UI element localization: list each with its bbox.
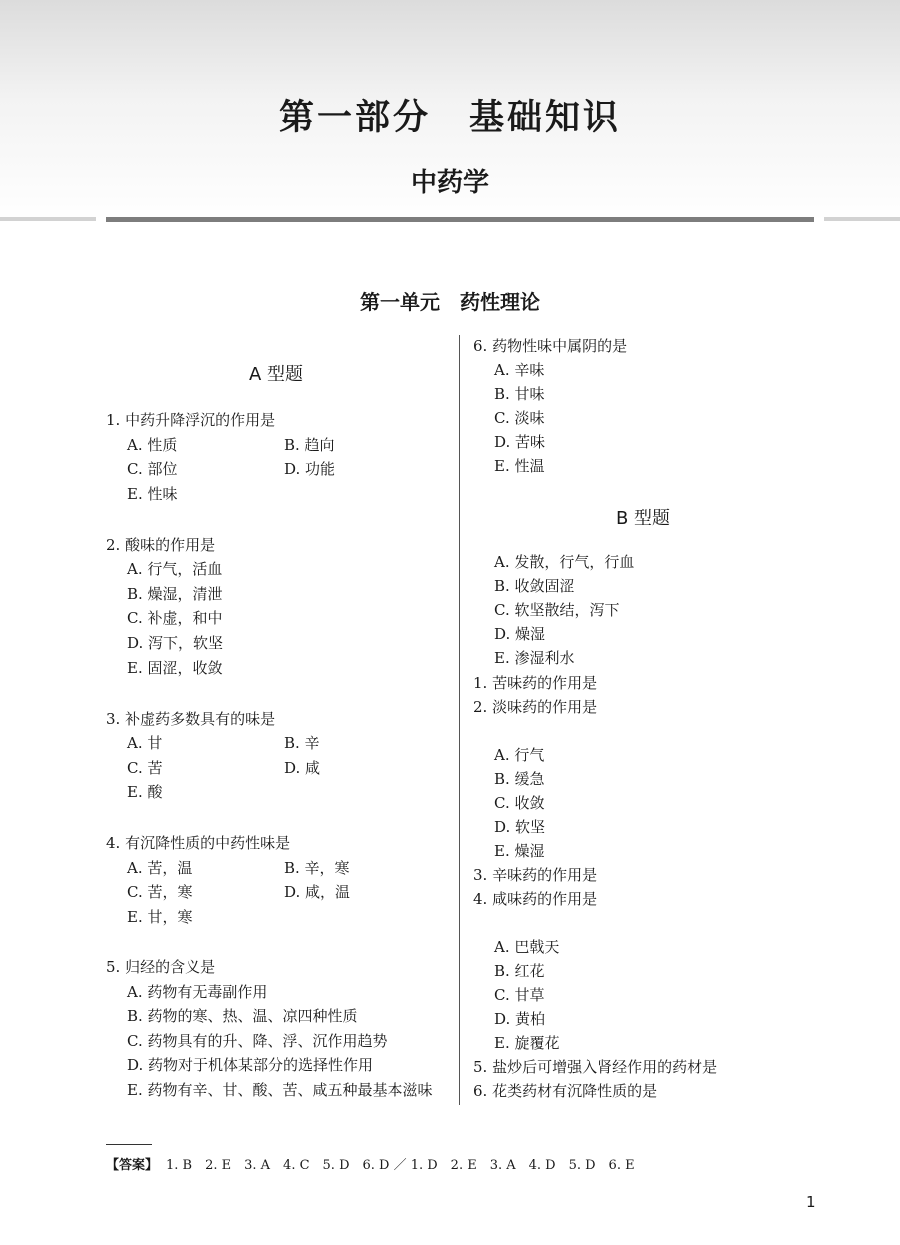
option-e: E. 渗湿利水: [494, 649, 575, 667]
option-d: D. 黄柏: [494, 1010, 546, 1028]
question-stem: 4. 咸味药的作用是: [473, 890, 598, 908]
question-stem: 3. 补虚药多数具有的味是: [106, 710, 276, 728]
subject-title: 中药学: [410, 168, 489, 198]
page-number: 1: [806, 1193, 816, 1211]
answer-key: [106, 1154, 635, 1173]
option-b: B. 甘味: [494, 385, 545, 403]
option-e: E. 燥湿: [494, 842, 545, 860]
column-divider: [459, 335, 460, 1105]
option-c: C. 苦: [127, 759, 163, 777]
question-stem: 5. 归经的含义是: [106, 958, 216, 976]
option-d: D. 苦味: [494, 433, 546, 451]
option-d: D. 泻下，软坚: [127, 634, 224, 652]
option-e: E. 药物有辛、甘、酸、苦、咸五种最基本滋味: [127, 1081, 433, 1099]
answer-label: 【答案】: [106, 1158, 159, 1173]
part-title: 第一部分 基础知识: [278, 97, 621, 138]
option-b: B. 趋向: [284, 436, 335, 454]
option-d: D. 功能: [284, 460, 336, 478]
option-a: A. 苦，温: [127, 859, 193, 877]
question-stem: 2. 酸味的作用是: [106, 536, 216, 554]
option-e: E. 旋覆花: [494, 1034, 560, 1052]
option-e: E. 酸: [127, 783, 163, 801]
question-stem: 1. 苦味药的作用是: [473, 674, 598, 692]
option-a: A. 药物有无毒副作用: [127, 983, 268, 1001]
option-a: A. 性质: [127, 436, 178, 454]
question-stem: 4. 有沉降性质的中药性味是: [106, 834, 291, 852]
question-stem: 1. 中药升降浮沉的作用是: [106, 411, 276, 429]
header-rule: [106, 217, 814, 222]
option-b: B. 收敛固涩: [494, 577, 575, 595]
option-a: A. 辛味: [494, 361, 545, 379]
option-c: C. 补虚，和中: [127, 609, 223, 627]
option-c: C. 甘草: [494, 986, 545, 1004]
option-c: C. 淡味: [494, 409, 545, 427]
unit-title: 第一单元 药性理论: [360, 290, 540, 314]
question-stem: 5. 盐炒后可增强入肾经作用的药材是: [473, 1058, 718, 1076]
option-b: B. 红花: [494, 962, 545, 980]
option-a: A. 行气，活血: [127, 560, 223, 578]
question-stem: 3. 辛味药的作用是: [473, 866, 598, 884]
option-e: E. 性温: [494, 457, 545, 475]
header-rule-right: [824, 217, 900, 221]
option-c: C. 苦，寒: [127, 883, 193, 901]
option-b: B. 辛，寒: [284, 859, 350, 877]
a-type-heading: A 型题: [248, 364, 304, 385]
option-a: A. 发散，行气，行血: [494, 553, 635, 571]
question-stem: 2. 淡味药的作用是: [473, 698, 598, 716]
option-c: C. 收敛: [494, 794, 545, 812]
option-d: D. 咸，温: [284, 883, 351, 901]
option-d: D. 咸: [284, 759, 321, 777]
option-a: A. 行气: [494, 746, 545, 764]
option-a: A. 甘: [127, 734, 163, 752]
option-c: C. 药物具有的升、降、浮、沉作用趋势: [127, 1032, 388, 1050]
question-stem: 6. 花类药材有沉降性质的是: [473, 1082, 658, 1100]
question-stem: 6. 药物性味中属阴的是: [473, 337, 628, 355]
option-d: D. 药物对于机体某部分的选择性作用: [127, 1056, 374, 1074]
option-b: B. 燥湿，清泄: [127, 585, 223, 603]
option-d: D. 燥湿: [494, 625, 546, 643]
answer-rule: [106, 1144, 152, 1145]
option-a: A. 巴戟天: [494, 938, 560, 956]
option-e: E. 甘，寒: [127, 908, 193, 926]
option-c: C. 部位: [127, 460, 178, 478]
option-d: D. 软坚: [494, 818, 546, 836]
header-rule-left: [0, 217, 96, 221]
answer-text: 1. B 2. E 3. A 4. C 5. D 6. D ／ 1. D 2. E 3. A 4. D 5. D 6. E: [166, 1158, 635, 1173]
option-c: C. 软坚散结，泻下: [494, 601, 620, 619]
option-b: B. 药物的寒、热、温、凉四种性质: [127, 1007, 358, 1025]
option-b: B. 辛: [284, 734, 320, 752]
option-b: B. 缓急: [494, 770, 545, 788]
option-e: E. 固涩，收敛: [127, 659, 223, 677]
option-e: E. 性味: [127, 485, 178, 503]
b-type-heading: B 型题: [615, 508, 671, 529]
